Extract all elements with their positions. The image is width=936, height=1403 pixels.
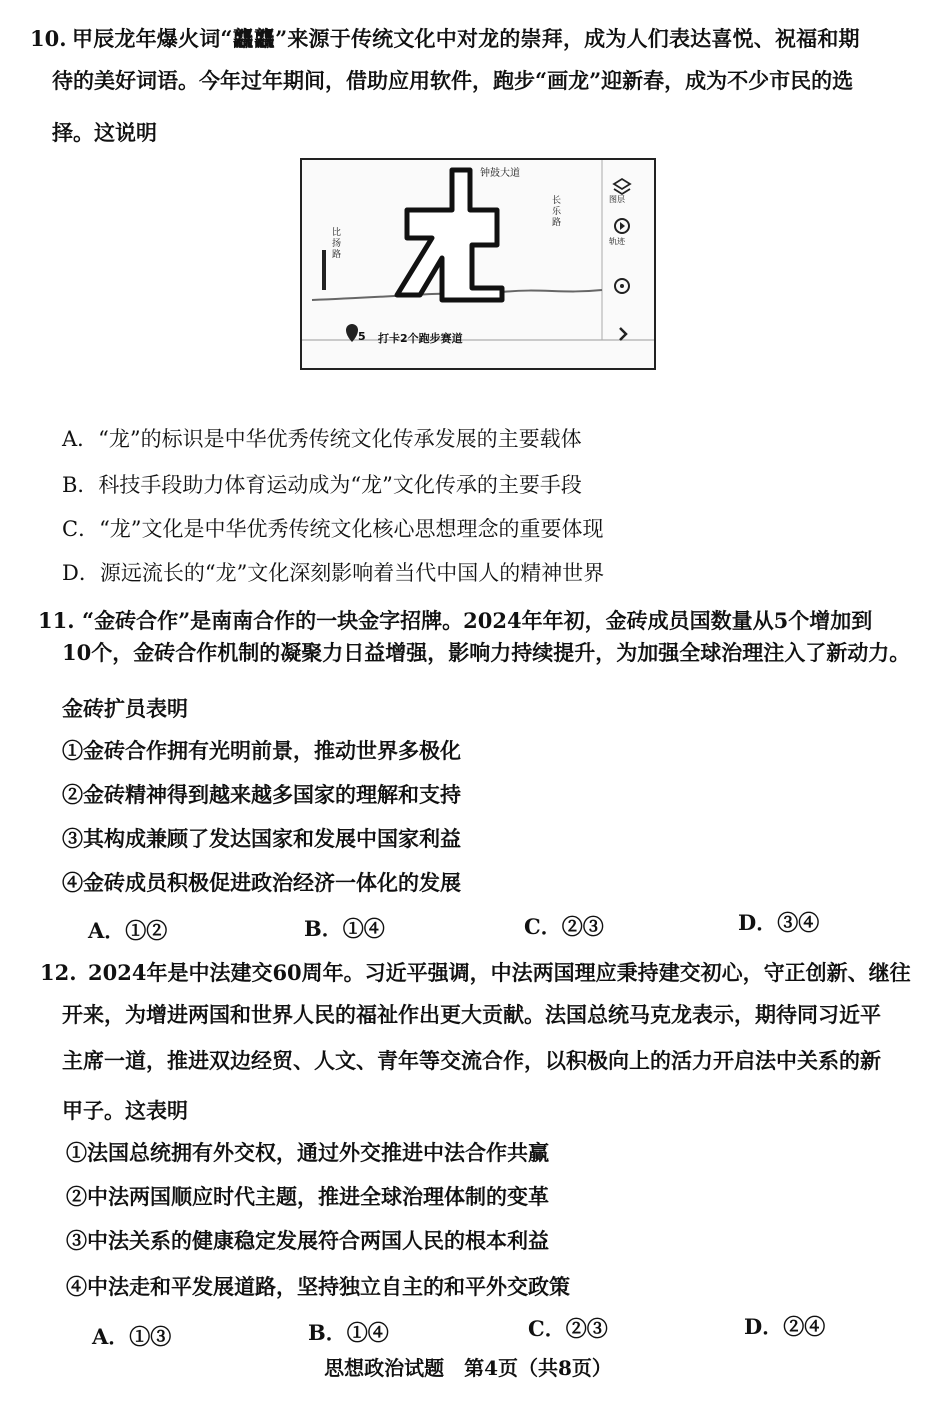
running-route-map-figure xyxy=(300,158,656,370)
q11-item-3: ③其构成兼顾了发达国家和发展中国家利益 xyxy=(62,826,461,851)
location-pin-icon xyxy=(346,324,358,342)
q11-stem-line-3: 金砖扩员表明 xyxy=(62,696,188,721)
q10-stem-line-1: 甲辰龙年爆火词“龘龘”来源于传统文化中对龙的崇拜，成为人们表达喜悦、祝福和期 xyxy=(72,26,860,51)
q12-stem-line-2: 开来，为增进两国和世界人民的福祉作出更大贡献。法国总统马克龙表示，期待同习近平 xyxy=(62,1002,881,1027)
chevron-right-icon[interactable] xyxy=(620,328,626,340)
q12-stem-line-4: 甲子。这表明 xyxy=(62,1098,188,1123)
q11-stem-line-1: “金砖合作”是南南合作的一块金字招牌。2024年年初，金砖成员国数量从5个增加到 xyxy=(82,608,873,633)
q11-choice-a: A．①② xyxy=(88,918,168,943)
q10-number: 10. xyxy=(30,26,67,51)
q12-stem-line-1: 2024年是中法建交60周年。习近平强调，中法两国理应秉持建交初心，守正创新、继往 xyxy=(88,960,911,985)
q10-stem-line-2: 待的美好词语。今年过年期间，借助应用软件，跑步“画龙”迎新春，成为不少市民的选 xyxy=(52,68,854,93)
map-label-top: 钟鼓大道 xyxy=(480,168,520,179)
map-label-left: 比扬路 xyxy=(332,228,342,260)
q12-choice-a: A．①③ xyxy=(92,1324,172,1349)
track-button-label[interactable]: 轨迹 xyxy=(609,237,625,246)
dragon-character xyxy=(402,182,512,292)
layers-button-label[interactable]: 图层 xyxy=(609,195,625,204)
q10-option-b: B．科技手段助力体育运动成为“龙”文化传承的主要手段 xyxy=(62,473,582,497)
q11-number: 11. xyxy=(38,608,75,633)
q12-item-1: ①法国总统拥有外交权，通过外交推进中法合作共赢 xyxy=(66,1140,549,1165)
q12-choice-c: C．②③ xyxy=(528,1316,608,1341)
map-label-mid: 长乐路 xyxy=(552,196,562,228)
q10-option-a: A．“龙”的标识是中华优秀传统文化传承发展的主要载体 xyxy=(62,427,582,451)
q12-stem-line-3: 主席一道，推进双边经贸、人文、青年等交流合作，以积极向上的活力开启法中关系的新 xyxy=(62,1048,881,1073)
q11-choice-b: B．①④ xyxy=(304,916,385,941)
q11-item-4: ④金砖成员积极促进政治经济一体化的发展 xyxy=(62,870,461,895)
q11-item-1: ①金砖合作拥有光明前景，推动世界多极化 xyxy=(62,738,461,763)
q12-item-3: ③中法关系的健康稳定发展符合两国人民的根本利益 xyxy=(66,1228,549,1253)
q10-option-c: C．“龙”文化是中华优秀传统文化核心思想理念的重要体现 xyxy=(62,517,604,541)
q11-stem-line-2: 10个，金砖合作机制的凝聚力日益增强，影响力持续提升，为加强全球治理注入了新动力。 xyxy=(62,640,911,665)
q11-choice-c: C．②③ xyxy=(524,914,604,939)
q11-choice-d: D．③④ xyxy=(738,910,820,935)
q10-stem-line-3: 择。这说明 xyxy=(52,120,157,145)
q12-choice-b: B．①④ xyxy=(308,1320,389,1345)
q12-choice-d: D．②④ xyxy=(744,1314,826,1339)
q12-item-4: ④中法走和平发展道路，坚持独立自主的和平外交政策 xyxy=(66,1274,570,1299)
page-footer: 思想政治试题 第4页（共8页） xyxy=(324,1356,612,1380)
q11-item-2: ②金砖精神得到越来越多国家的理解和支持 xyxy=(62,782,461,807)
checkin-text[interactable]: 打卡2个跑步赛道 xyxy=(378,332,463,345)
q12-item-2: ②中法两国顺应时代主题，推进全球治理体制的变革 xyxy=(66,1184,549,1209)
q10-option-d: D．源远流长的“龙”文化深刻影响着当代中国人的精神世界 xyxy=(62,561,605,585)
q12-number: 12. xyxy=(40,960,77,985)
checkin-count: 5 xyxy=(358,330,366,343)
